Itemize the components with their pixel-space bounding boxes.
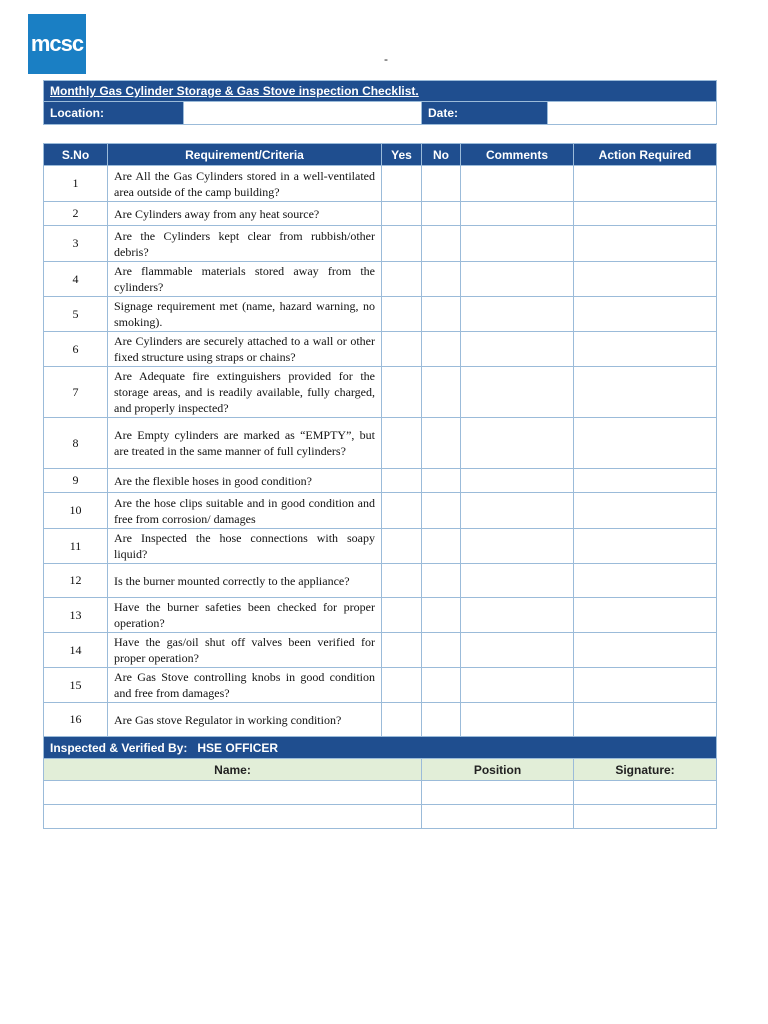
row-requirement: Is the burner mounted correctly to the appliance? (108, 564, 382, 598)
no-cell[interactable] (422, 297, 461, 332)
checklist-row (44, 262, 717, 297)
signature-field[interactable] (574, 781, 717, 805)
comments-cell[interactable] (461, 703, 574, 737)
checklist-row (44, 226, 717, 262)
row-number: 14 (44, 633, 108, 668)
signature-label: Signature: (574, 759, 717, 781)
row-requirement: Are Cylinders away from any heat source? (108, 202, 382, 226)
yes-cell[interactable] (382, 226, 422, 262)
checklist-row (44, 633, 717, 668)
no-cell[interactable] (422, 202, 461, 226)
comments-cell[interactable] (461, 668, 574, 703)
checklist-row (44, 297, 717, 332)
col-yes: Yes (382, 144, 422, 166)
no-cell[interactable] (422, 418, 461, 469)
action-cell[interactable] (574, 564, 717, 598)
row-number: 11 (44, 529, 108, 564)
checklist-row (44, 469, 717, 493)
no-cell[interactable] (422, 633, 461, 668)
row-requirement: Are Inspected the hose connections with soapy liquid? (108, 529, 382, 564)
location-label: Location: (44, 102, 184, 125)
row-requirement: Are the Cylinders kept clear from rubbish/other debris? (108, 226, 382, 262)
row-number: 1 (44, 166, 108, 202)
row-number: 15 (44, 668, 108, 703)
comments-cell[interactable] (461, 529, 574, 564)
row-number: 4 (44, 262, 108, 297)
checklist-table (43, 143, 717, 829)
comments-cell[interactable] (461, 226, 574, 262)
name-label: Name: (44, 759, 422, 781)
yes-cell[interactable] (382, 332, 422, 367)
position-field[interactable] (422, 805, 574, 829)
action-cell[interactable] (574, 226, 717, 262)
row-requirement: Are Gas stove Regulator in working condition? (108, 703, 382, 737)
comments-cell[interactable] (461, 564, 574, 598)
action-cell[interactable] (574, 703, 717, 737)
action-cell[interactable] (574, 529, 717, 564)
row-requirement: Are Cylinders are securely attached to a wall or other fixed structure using straps or chains? (108, 332, 382, 367)
action-cell[interactable] (574, 469, 717, 493)
signature-field[interactable] (574, 805, 717, 829)
document-title: Monthly Gas Cylinder Storage & Gas Stove inspection Checklist. (44, 81, 717, 102)
comments-cell[interactable] (461, 332, 574, 367)
action-cell[interactable] (574, 418, 717, 469)
date-field[interactable] (548, 102, 717, 125)
inspected-label: Inspected & Verified By: (50, 740, 188, 755)
row-requirement: Are Adequate fire extinguishers provided for the storage areas, and is readily available, fully charged, and properly inspected? (108, 367, 382, 418)
no-cell[interactable] (422, 493, 461, 529)
checklist-row (44, 332, 717, 367)
name-field[interactable] (44, 781, 422, 805)
checklist-row (44, 668, 717, 703)
no-cell[interactable] (422, 668, 461, 703)
comments-cell[interactable] (461, 469, 574, 493)
no-cell[interactable] (422, 598, 461, 633)
checklist-row (44, 703, 717, 737)
row-number: 10 (44, 493, 108, 529)
date-label: Date: (422, 102, 548, 125)
comments-cell[interactable] (461, 633, 574, 668)
col-no: No (422, 144, 461, 166)
row-number: 12 (44, 564, 108, 598)
row-requirement: Are Empty cylinders are marked as “EMPTY”, but are treated in the same manner of full cylinders? (108, 418, 382, 469)
row-number: 6 (44, 332, 108, 367)
col-comments: Comments (461, 144, 574, 166)
inspected-by-bar (44, 737, 717, 759)
checklist-row (44, 418, 717, 469)
yes-cell[interactable] (382, 703, 422, 737)
comments-cell[interactable] (461, 367, 574, 418)
yes-cell[interactable] (382, 262, 422, 297)
comments-cell[interactable] (461, 418, 574, 469)
row-number: 8 (44, 418, 108, 469)
no-cell[interactable] (422, 166, 461, 202)
action-cell[interactable] (574, 598, 717, 633)
position-label: Position (422, 759, 574, 781)
row-number: 13 (44, 598, 108, 633)
yes-cell[interactable] (382, 367, 422, 418)
no-cell[interactable] (422, 469, 461, 493)
row-requirement: Are Gas Stove controlling knobs in good condition and free from damages? (108, 668, 382, 703)
yes-cell[interactable] (382, 202, 422, 226)
checklist-row (44, 202, 717, 226)
name-field[interactable] (44, 805, 422, 829)
yes-cell[interactable] (382, 598, 422, 633)
row-number: 16 (44, 703, 108, 737)
action-cell[interactable] (574, 668, 717, 703)
action-cell[interactable] (574, 367, 717, 418)
row-requirement: Have the gas/oil shut off valves been verified for proper operation? (108, 633, 382, 668)
row-requirement: Signage requirement met (name, hazard warning, no smoking). (108, 297, 382, 332)
checklist-row (44, 166, 717, 202)
yes-cell[interactable] (382, 297, 422, 332)
no-cell[interactable] (422, 367, 461, 418)
location-field[interactable] (184, 102, 422, 125)
comments-cell[interactable] (461, 166, 574, 202)
top-mark: - (384, 52, 388, 66)
row-number: 9 (44, 469, 108, 493)
yes-cell[interactable] (382, 529, 422, 564)
no-cell[interactable] (422, 332, 461, 367)
row-requirement: Are the hose clips suitable and in good condition and free from corrosion/ damages (108, 493, 382, 529)
row-requirement: Are All the Gas Cylinders stored in a well-ventilated area outside of the camp building? (108, 166, 382, 202)
action-cell[interactable] (574, 633, 717, 668)
row-number: 7 (44, 367, 108, 418)
row-number: 3 (44, 226, 108, 262)
action-cell[interactable] (574, 297, 717, 332)
row-requirement: Are flammable materials stored away from the cylinders? (108, 262, 382, 297)
no-cell[interactable] (422, 529, 461, 564)
row-number: 2 (44, 202, 108, 226)
col-sno: S.No (44, 144, 108, 166)
row-number: 5 (44, 297, 108, 332)
no-cell[interactable] (422, 262, 461, 297)
yes-cell[interactable] (382, 633, 422, 668)
checklist-row (44, 564, 717, 598)
comments-cell[interactable] (461, 493, 574, 529)
yes-cell[interactable] (382, 469, 422, 493)
row-requirement: Have the burner safeties been checked for proper operation? (108, 598, 382, 633)
header-table (43, 80, 717, 125)
no-cell[interactable] (422, 564, 461, 598)
yes-cell[interactable] (382, 166, 422, 202)
no-cell[interactable] (422, 703, 461, 737)
col-requirement: Requirement/Criteria (108, 144, 382, 166)
comments-cell[interactable] (461, 297, 574, 332)
yes-cell[interactable] (382, 418, 422, 469)
yes-cell[interactable] (382, 564, 422, 598)
action-cell[interactable] (574, 166, 717, 202)
yes-cell[interactable] (382, 668, 422, 703)
action-cell[interactable] (574, 332, 717, 367)
checklist-row (44, 367, 717, 418)
action-cell[interactable] (574, 262, 717, 297)
company-logo: mcsc (28, 14, 86, 74)
action-cell[interactable] (574, 493, 717, 529)
inspected-value: HSE OFFICER (197, 740, 279, 755)
checklist-row (44, 493, 717, 529)
col-action: Action Required (574, 144, 717, 166)
row-requirement: Are the flexible hoses in good condition? (108, 469, 382, 493)
action-cell[interactable] (574, 202, 717, 226)
checklist-row (44, 529, 717, 564)
comments-cell[interactable] (461, 598, 574, 633)
comments-cell[interactable] (461, 202, 574, 226)
no-cell[interactable] (422, 226, 461, 262)
yes-cell[interactable] (382, 493, 422, 529)
comments-cell[interactable] (461, 262, 574, 297)
checklist-row (44, 598, 717, 633)
position-field[interactable] (422, 781, 574, 805)
